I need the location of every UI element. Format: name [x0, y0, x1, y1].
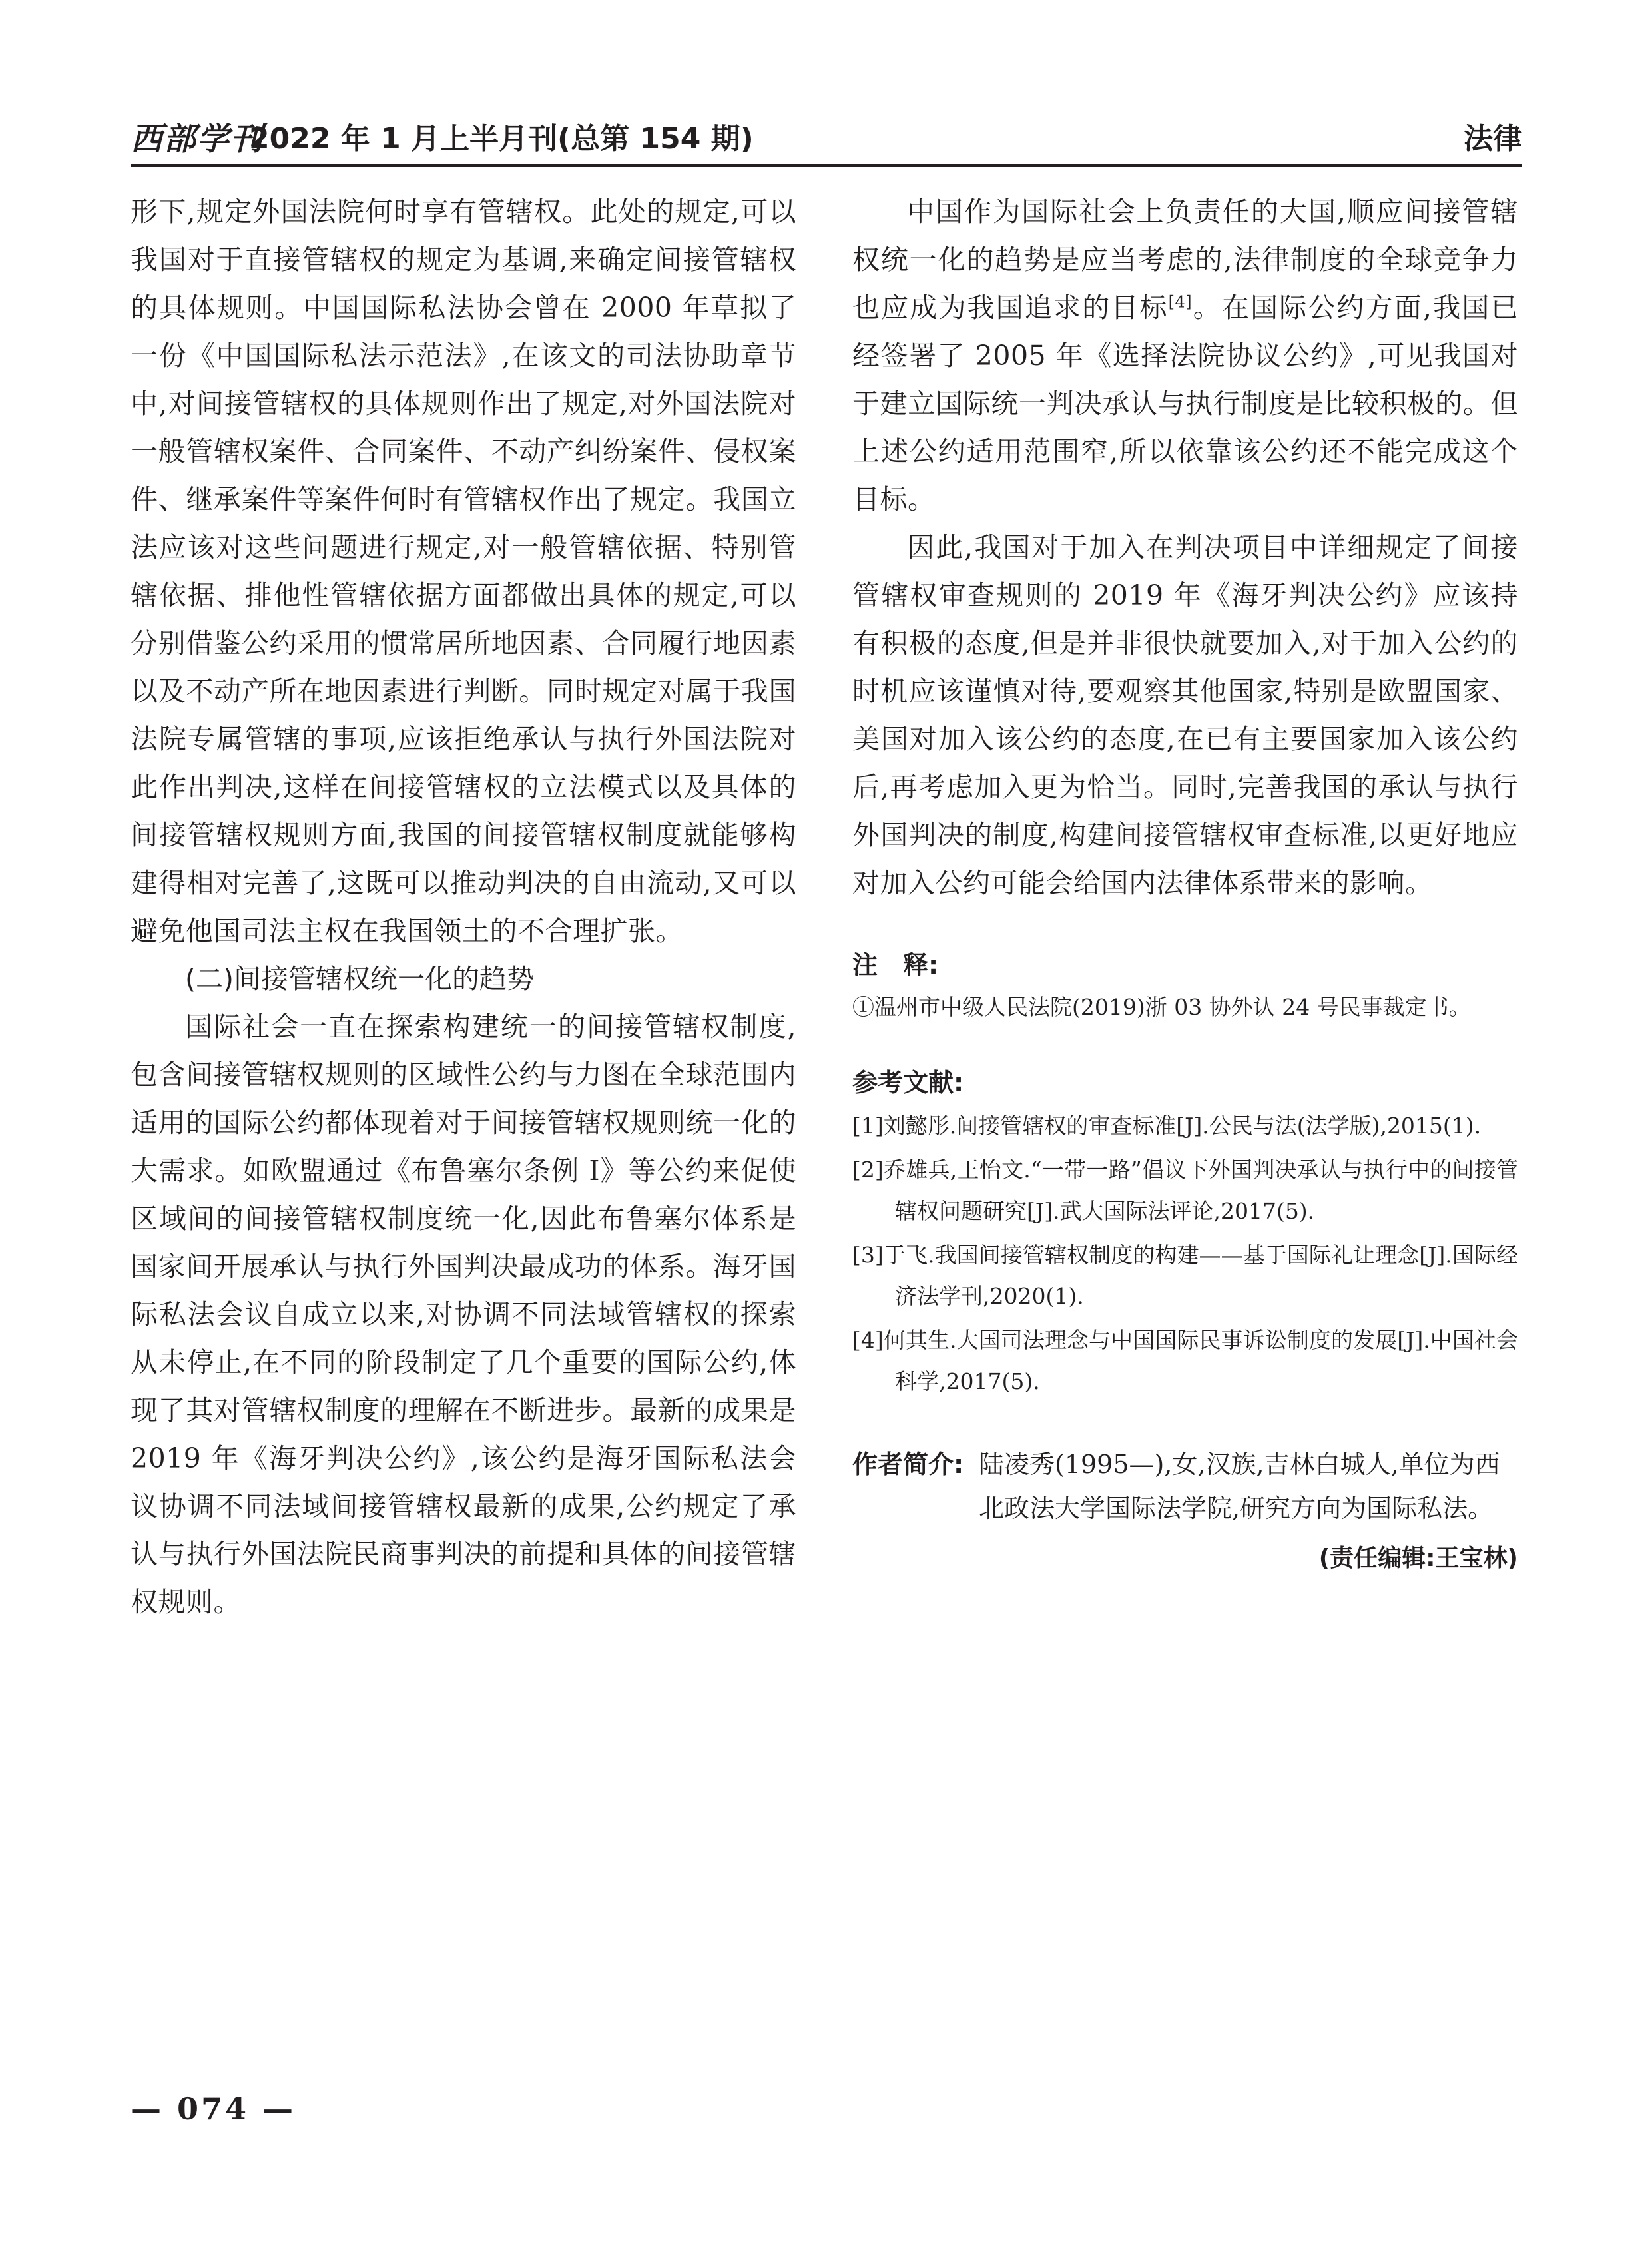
issue-info: 2022 年 1 月上半月刊(总第 154 期)	[249, 122, 754, 156]
body-paragraph	[852, 188, 1518, 523]
journal-masthead: 西部学刊	[131, 121, 264, 158]
reference-item: [4]何其生.大国司法理念与中国国际民事诉讼制度的发展[J].中国社会科学,2017(5).	[852, 1327, 1518, 1394]
notes-heading: 注 释:	[852, 950, 939, 980]
citation-ref[interactable]: [4]	[1168, 292, 1193, 312]
author-label: 作者简介:	[852, 1450, 964, 1479]
note-item: ①温州市中级人民法院(2019)浙 03 协外认 24 号民事裁定书。	[852, 994, 1471, 1020]
reference-item: [1]刘懿彤.间接管辖权的审查标准[J].公民与法(法学版),2015(1).	[852, 1113, 1482, 1139]
body-paragraph: 形下,规定外国法院何时享有管辖权。此处的规定,可以我国对于直接管辖权的规定为基调,来确定间接管辖权的具体规则。中国国际私法协会曾在 2000 年草拟了一份《中国国际私法示范法》,在该文的司法协助章节中,对间接管辖权的具体规则作出了规定,对外国法院对一般管辖权案件、合同案件、不动产纠纷案件、侵权案件、继承案件等案件何时有管辖权作出了规定。我国立法应该对这些问题进行规定,对一般管辖依据、特别管辖依据、排他性管辖依据方面都做出具体的规定,可以分别借鉴公约采用的惯常居所地因素、合同履行地因素以及不动产所在地因素进行判断。同时规定对属于我国法院专属管辖的事项,应该拒绝承认与执行外国法院对此作出判决,这样在间接管辖权的立法模式以及具体的间接管辖权规则方面,我国的间接管辖权制度就能够构建得相对完善了,这既可以推动判决的自由流动,又可以避免他国司法主权在我国领土的不合理扩张。	[131, 196, 796, 947]
author-text: 陆凌秀(1995—),女,汉族,吉林白城人,单位为西北政法大学国际法学院,研究方向为国际私法。	[979, 1450, 1500, 1523]
reference-item: [3]于飞.我国间接管辖权制度的构建——基于国际礼让理念[J].国际经济法学刊,2020(1).	[852, 1242, 1518, 1309]
left-column	[131, 188, 796, 1626]
page-header	[131, 108, 1522, 164]
author-bio	[852, 1442, 1518, 1530]
references-heading: 参考文献:	[852, 1068, 964, 1097]
reference-item: [2]乔雄兵,王怡文.“一带一路”倡议下外国判决承认与执行中的间接管辖权问题研究[J].武大国际法评论,2017(5).	[852, 1157, 1518, 1224]
body-paragraph: 因此,我国对于加入在判决项目中详细规定了间接管辖权审查规则的 2019 年《海牙判决公约》应该持有积极的态度,但是并非很快就要加入,对于加入公约的时机应该谨慎对待,要观察其他国家,特别是欧盟国家、美国对加入该公约的态度,在已有主要国家加入该公约后,再考虑加入更为恰当。同时,完善我国的承认与执行外国判决的制度,构建间接管辖权审查标准,以更好地应对加入公约可能会给国内法律体系带来的影响。	[852, 531, 1518, 899]
paragraph-text: 。在国际公约方面,我国已经签署了 2005 年《选择法院协议公约》,可见我国对于建立国际统一判决承认与执行制度是比较积极的。但上述公约适用范围窄,所以依靠该公约还不能完成这个目标。	[852, 292, 1518, 515]
section-subheading: (二)间接管辖权统一化的趋势	[185, 963, 534, 995]
header-rule	[131, 164, 1522, 167]
body-paragraph: 国际社会一直在探索构建统一的间接管辖权制度,包含间接管辖权规则的区域性公约与力图在全球范围内适用的国际公约都体现着对于间接管辖权规则统一化的大需求。如欧盟通过《布鲁塞尔条例 I》等公约来促使区域间的间接管辖权制度统一化,因此布鲁塞尔体系是国家间开展承认与执行外国判决最成功的体系。海牙国际私法会议自成立以来,对协调不同法域管辖权的探索从未停止,在不同的阶段制定了几个重要的国际公约,体现了其对管辖权制度的理解在不断进步。最新的成果是 2019 年《海牙判决公约》,该公约是海牙国际私法会议协调不同法域间接管辖权最新的成果,公约规定了承认与执行外国法院民商事判决的前提和具体的间接管辖权规则。	[131, 1011, 796, 1618]
paragraph-text: 中国作为国际社会上负责任的大国,顺应间接管辖权统一化的趋势是应当考虑的,法律制度的全球竞争力也应成为我国追求的目标	[852, 196, 1518, 324]
responsible-editor: (责任编辑:王宝林)	[1318, 1545, 1518, 1572]
page-number: — 074 —	[131, 2091, 296, 2127]
section-label: 法律	[1464, 122, 1522, 156]
right-column	[852, 188, 1518, 1573]
